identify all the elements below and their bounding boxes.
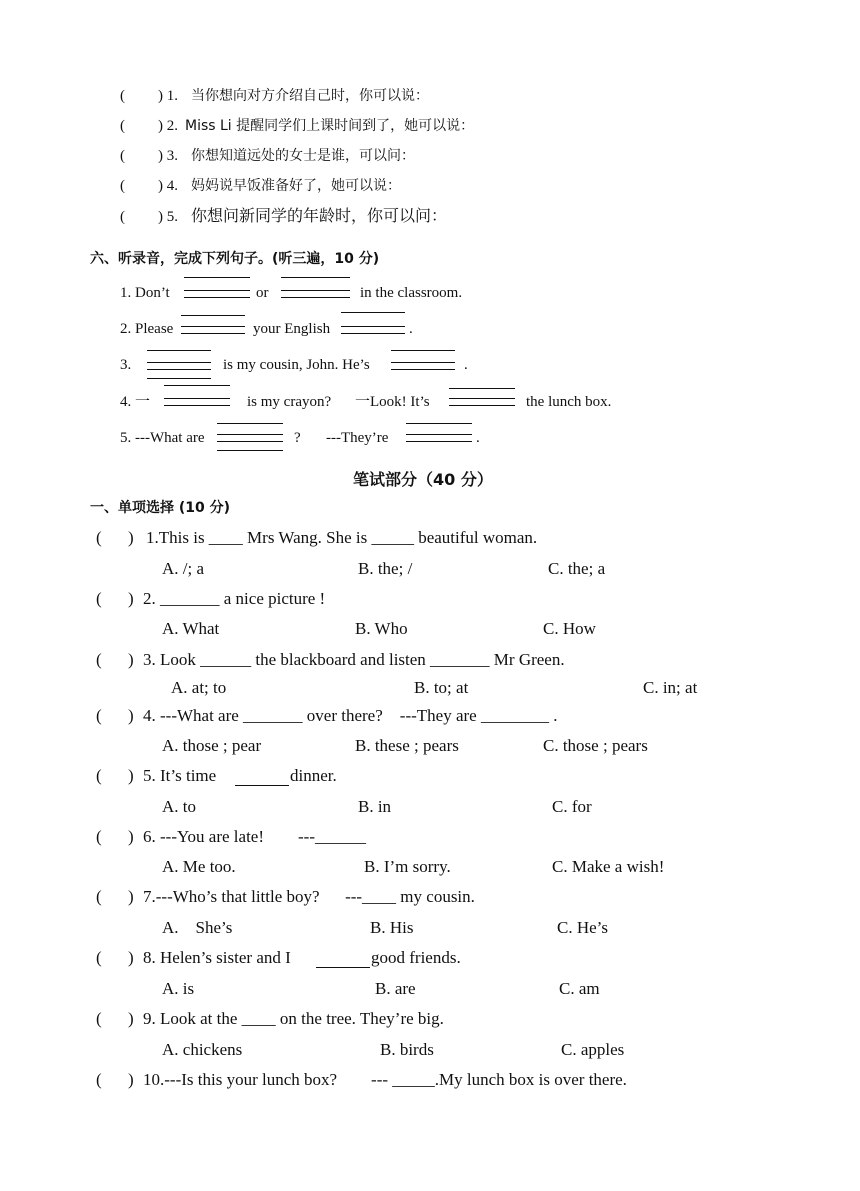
blank-line xyxy=(217,450,283,451)
blank-line xyxy=(181,315,245,316)
answer-paren[interactable]: ( xyxy=(96,650,102,669)
sentence-text: . xyxy=(409,321,413,337)
answer-paren[interactable]: ( xyxy=(96,1009,102,1028)
sentence-text: ? xyxy=(294,430,301,446)
question-stem-end: good friends. xyxy=(371,948,461,967)
answer-underline xyxy=(316,967,370,968)
answer-blank[interactable] xyxy=(449,398,515,406)
option-a: A. is xyxy=(162,979,195,998)
answer-bracket: ( xyxy=(120,88,125,104)
question-stem: 8. Helen’s sister and I xyxy=(143,948,300,967)
question-stem: 3. Look ______ the blackboard and listen _______ Mr Green. xyxy=(143,650,565,669)
answer-bracket: ( xyxy=(120,148,125,164)
option-b: B. to; at xyxy=(414,678,469,697)
sentence-text: 1. Don’t xyxy=(120,285,170,301)
option-c: C. in; at xyxy=(643,678,698,697)
blank-line xyxy=(164,385,230,386)
option-b: B. these ; pears xyxy=(355,736,459,755)
answer-paren[interactable]: ( xyxy=(96,948,102,967)
sentence-text: 2. Please xyxy=(120,321,174,337)
answer-paren[interactable]: ( xyxy=(96,528,102,547)
answer-paren[interactable]: ( xyxy=(96,887,102,906)
section-6-heading: 六、听录音，完成下列句子。(听三遍，10 分) xyxy=(90,251,380,267)
question-text: 当你想向对方介绍自己时，你可以说： xyxy=(191,88,429,104)
blank-line xyxy=(406,423,472,424)
blank-line xyxy=(217,423,283,424)
answer-paren[interactable]: ( xyxy=(96,706,102,725)
question-stem-end: dinner. xyxy=(290,766,337,785)
option-c: C. the; a xyxy=(548,559,606,578)
answer-paren-close: ) xyxy=(128,650,134,669)
answer-paren-close: ) xyxy=(128,1009,134,1028)
question-number: ) 4. xyxy=(158,178,178,194)
option-a: A. those ; pear xyxy=(162,736,262,755)
option-a: A. at; to xyxy=(171,678,227,697)
question-text: 你想问新同学的年龄时，你可以问： xyxy=(191,206,448,225)
sentence-text: the lunch box. xyxy=(526,394,612,410)
sentence-text: your English xyxy=(253,321,331,337)
section-1-heading: 一、单项选择 (10 分) xyxy=(90,500,231,516)
option-b: B. I’m sorry. xyxy=(364,857,451,876)
answer-paren-close: ) xyxy=(128,948,134,967)
answer-blank[interactable] xyxy=(164,398,230,406)
question-number: ) 1. xyxy=(158,88,178,104)
question-stem: 7.---Who’s that little boy? ---____ my cousin. xyxy=(143,887,475,906)
sentence-text: is my crayon? xyxy=(247,394,332,410)
answer-blank[interactable] xyxy=(217,434,283,442)
answer-blank[interactable] xyxy=(391,362,455,370)
answer-blank[interactable] xyxy=(406,434,472,442)
answer-paren-close: ) xyxy=(128,528,134,547)
written-part-title: 笔试部分（40 分） xyxy=(353,470,493,489)
question-number: ) 2. xyxy=(158,118,178,134)
option-c: C. apples xyxy=(561,1040,625,1059)
option-b: B. the; / xyxy=(358,559,413,578)
blank-line xyxy=(281,277,350,278)
option-b: B. are xyxy=(375,979,416,998)
option-c: C. Make a wish! xyxy=(552,857,665,876)
question-stem: 4. ---What are _______ over there? ---They are ________ . xyxy=(143,706,558,725)
answer-bracket: ( xyxy=(120,118,125,134)
question-text: 你想知道远处的女士是谁，可以问： xyxy=(191,148,415,164)
sentence-text: . xyxy=(476,430,480,446)
question-stem: 1.This is ____ Mrs Wang. She is _____ beautiful woman. xyxy=(146,528,538,547)
answer-paren-close: ) xyxy=(128,827,134,846)
question-stem: 10.---Is this your lunch box? --- _____.My lunch box is over there. xyxy=(143,1070,627,1089)
answer-blank[interactable] xyxy=(184,290,250,298)
blank-line xyxy=(184,277,250,278)
answer-paren[interactable]: ( xyxy=(96,589,102,608)
option-a: A. Me too. xyxy=(162,857,236,876)
answer-blank[interactable] xyxy=(281,290,350,298)
answer-paren-close: ) xyxy=(128,887,134,906)
option-c: C. He’s xyxy=(557,918,608,937)
question-stem: 2. _______ a nice picture ! xyxy=(143,589,326,608)
answer-underline xyxy=(235,785,289,786)
option-c: C. those ; pears xyxy=(543,736,648,755)
answer-blank[interactable] xyxy=(147,362,211,370)
option-c: C. How xyxy=(543,619,596,638)
answer-blank[interactable] xyxy=(181,326,245,334)
answer-blank[interactable] xyxy=(341,326,405,334)
question-text: 妈妈说早饭准备好了，她可以说： xyxy=(191,178,401,194)
blank-line xyxy=(391,350,455,351)
answer-paren-close: ) xyxy=(128,706,134,725)
answer-paren[interactable]: ( xyxy=(96,827,102,846)
sentence-text: 4. 一 xyxy=(120,394,151,410)
answer-paren-close: ) xyxy=(128,1070,134,1089)
question-stem: 5. It’s time xyxy=(143,766,221,785)
answer-paren-close: ) xyxy=(128,766,134,785)
option-b: B. birds xyxy=(380,1040,434,1059)
blank-line xyxy=(147,350,211,351)
option-a: A. What xyxy=(162,619,220,638)
sentence-text: 一Look! It’s xyxy=(355,394,430,410)
blank-line xyxy=(449,388,515,389)
sentence-text: is my cousin, John. He’s xyxy=(223,357,370,373)
answer-paren[interactable]: ( xyxy=(96,1070,102,1089)
option-b: B. His xyxy=(370,918,414,937)
sentence-text: 3. xyxy=(120,357,132,373)
option-b: B. Who xyxy=(355,619,408,638)
question-stem: 6. ---You are late! ---______ xyxy=(143,827,366,846)
answer-bracket: ( xyxy=(120,178,125,194)
sentence-text: ---They’re xyxy=(326,430,389,446)
sentence-text: 5. ---What are xyxy=(120,430,205,446)
question-stem: 9. Look at the ____ on the tree. They’re big. xyxy=(143,1009,444,1028)
sentence-text: . xyxy=(464,357,468,373)
answer-paren-close: ) xyxy=(128,589,134,608)
answer-bracket: ( xyxy=(120,209,125,225)
question-number: ) 3. xyxy=(158,148,178,164)
question-text: Miss Li 提醒同学们上课时间到了，她可以说： xyxy=(185,118,475,134)
option-c: C. am xyxy=(559,979,600,998)
blank-line xyxy=(341,312,405,313)
sentence-text: in the classroom. xyxy=(360,285,463,301)
question-number: ) 5. xyxy=(158,209,178,225)
answer-paren[interactable]: ( xyxy=(96,766,102,785)
option-a: A. to xyxy=(162,797,196,816)
option-b: B. in xyxy=(358,797,392,816)
option-a: A. chickens xyxy=(162,1040,243,1059)
blank-line xyxy=(147,378,211,379)
option-a: A. She’s xyxy=(162,918,233,937)
option-a: A. /; a xyxy=(162,559,205,578)
option-c: C. for xyxy=(552,797,592,816)
sentence-text: or xyxy=(256,285,269,301)
